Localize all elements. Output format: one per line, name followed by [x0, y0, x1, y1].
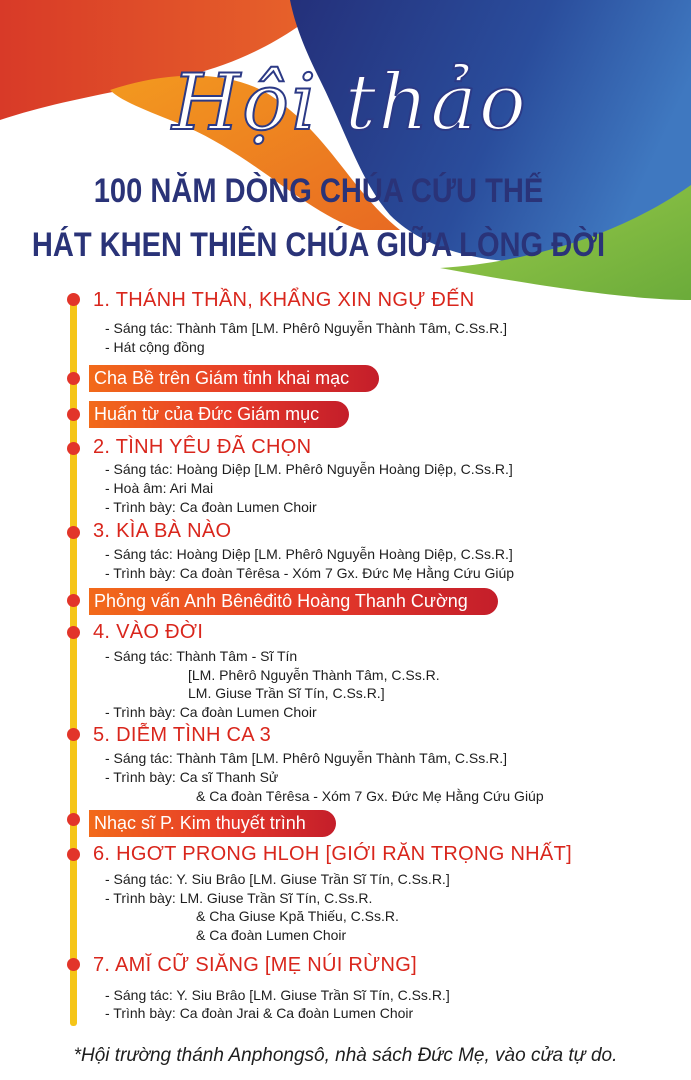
- program-item-2-title: 2. TÌNH YÊU ĐÃ CHỌN: [93, 436, 312, 458]
- program-pill-presentation: Nhạc sĩ P. Kim thuyết trình: [89, 810, 336, 837]
- program-item-6-performer: - Trình bày: LM. Giuse Trần Sĩ Tín, C.Ss.R.: [105, 890, 373, 906]
- timeline-dot: [67, 372, 80, 385]
- program-pill-bishop-address: Huấn từ của Đức Giám mục: [89, 401, 349, 428]
- timeline-dot: [67, 442, 80, 455]
- program-item-4-composer: - Sáng tác: Thành Tâm - Sĩ Tín: [105, 648, 298, 664]
- program-item-3-title: 3. KÌA BÀ NÀO: [93, 520, 232, 542]
- program-item-5-performer: - Trình bày: Ca sĩ Thanh Sử: [105, 769, 279, 785]
- timeline-dot: [67, 594, 80, 607]
- program-item-1-title: 1. THÁNH THẦN, KHẨNG XIN NGỰ ĐẾN: [93, 289, 475, 311]
- timeline-dot: [67, 626, 80, 639]
- program-item-4-composer-line-2: [LM. Phêrô Nguyễn Thành Tâm, C.Ss.R.: [188, 667, 440, 683]
- timeline-dot: [67, 813, 80, 826]
- event-title-script: Hội thảo: [172, 58, 528, 148]
- headline-line-1: 100 NĂM DÒNG CHÚA CỨU THẾ: [93, 172, 544, 210]
- program-item-2-performer: - Trình bày: Ca đoàn Lumen Choir: [105, 499, 317, 515]
- program-item-5-performer-line-2: & Ca đoàn Têrêsa - Xóm 7 Gx. Đức Mẹ Hằng Cứu Giúp: [196, 788, 544, 804]
- program-item-7-composer: - Sáng tác: Y. Siu Brâo [LM. Giuse Trần Sĩ Tín, C.Ss.R.]: [105, 987, 450, 1003]
- timeline-dot: [67, 728, 80, 741]
- program-item-3-composer: - Sáng tác: Hoàng Diệp [LM. Phêrô Nguyễn Hoàng Diệp, C.Ss.R.]: [105, 546, 513, 562]
- program-item-2-arranger: - Hoà âm: Ari Mai: [105, 480, 214, 496]
- program-item-7-title: 7. AMĬ CỮ SIĂNG [MẸ NÚI RỪNG]: [93, 954, 418, 976]
- program-item-4-title: 4. VÀO ĐỜI: [93, 621, 204, 643]
- program-item-7-performer: - Trình bày: Ca đoàn Jrai & Ca đoàn Lumen Choir: [105, 1005, 414, 1021]
- program-pill-interview: Phỏng vấn Anh Bênêđitô Hoàng Thanh Cường: [89, 588, 498, 615]
- timeline-dot: [67, 958, 80, 971]
- program-item-6-composer: - Sáng tác: Y. Siu Brâo [LM. Giuse Trần Sĩ Tín, C.Ss.R.]: [105, 871, 450, 887]
- program-item-3-performer: - Trình bày: Ca đoàn Têrêsa - Xóm 7 Gx. Đức Mẹ Hằng Cứu Giúp: [105, 565, 515, 581]
- program-item-6-performer-line-3: & Ca đoàn Lumen Choir: [196, 927, 347, 943]
- program-item-2-composer: - Sáng tác: Hoàng Diệp [LM. Phêrô Nguyễn Hoàng Diệp, C.Ss.R.]: [105, 461, 513, 477]
- timeline-dot: [67, 848, 80, 861]
- program-pill-opening: Cha Bề trên Giám tỉnh khai mạc: [89, 365, 379, 392]
- program-item-5-composer: - Sáng tác: Thành Tâm [LM. Phêrô Nguyễn Thành Tâm, C.Ss.R.]: [105, 750, 508, 766]
- program-timeline-bar: [70, 296, 77, 1026]
- program-item-5-title: 5. DIỄM TÌNH CA 3: [93, 724, 272, 746]
- program-item-1-performer: - Hát cộng đồng: [105, 339, 205, 355]
- program-item-4-composer-line-3: LM. Giuse Trần Sĩ Tín, C.Ss.R.]: [188, 685, 385, 701]
- timeline-dot: [67, 408, 80, 421]
- venue-footer-note: *Hội trường thánh Anphongsô, nhà sách Đức Mẹ, vào cửa tự do.: [73, 1045, 618, 1066]
- program-item-4-performer: - Trình bày: Ca đoàn Lumen Choir: [105, 704, 317, 720]
- timeline-dot: [67, 526, 80, 539]
- timeline-dot: [67, 293, 80, 306]
- program-item-1-composer: - Sáng tác: Thành Tâm [LM. Phêrô Nguyễn Thành Tâm, C.Ss.R.]: [105, 320, 508, 336]
- program-item-6-performer-line-2: & Cha Giuse Kpă Thiếu, C.Ss.R.: [196, 908, 399, 924]
- headline-line-2: HÁT KHEN THIÊN CHÚA GIỮA LÒNG ĐỜI: [31, 226, 606, 264]
- program-item-6-title: 6. HGƠT PRONG HLOH [GIỚI RĂN TRỌNG NHẤT]: [93, 843, 572, 865]
